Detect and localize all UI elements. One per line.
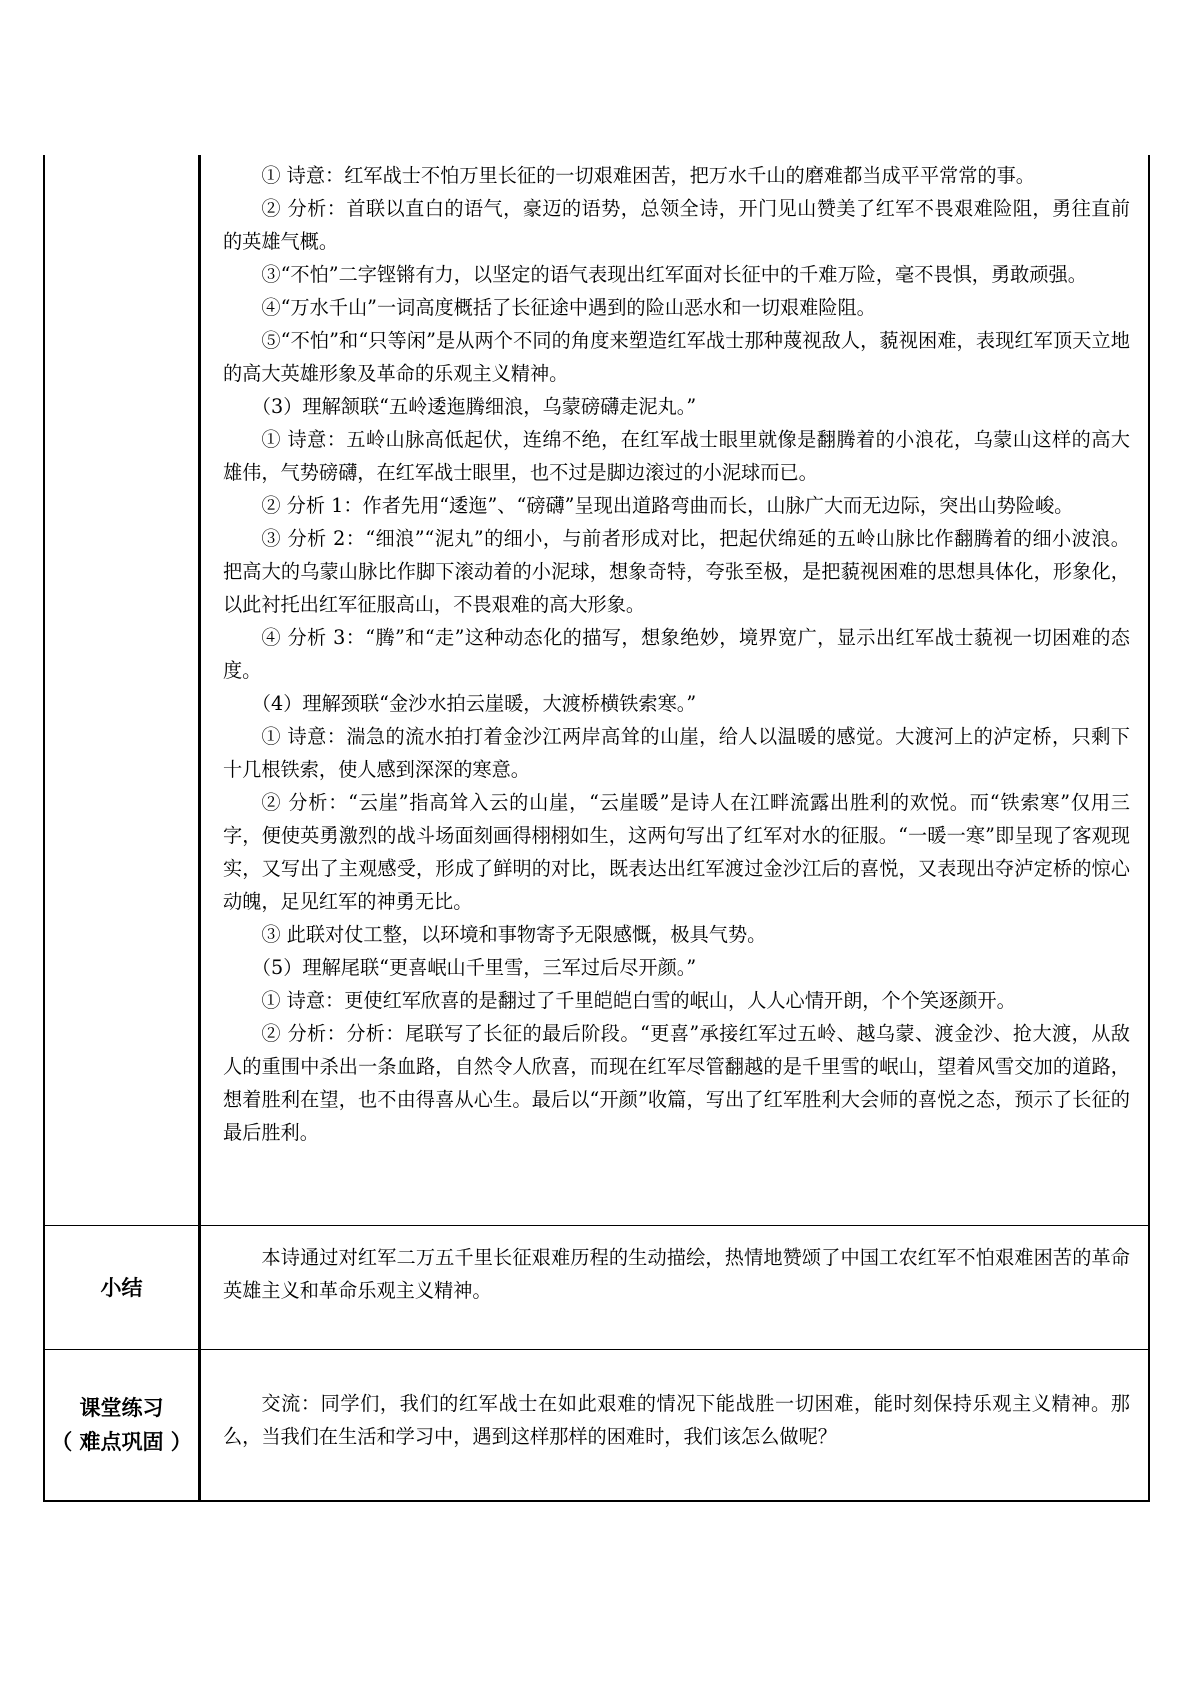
- lesson-table: [43, 155, 1150, 1502]
- section-heading: （5）理解尾联“更喜岷山千里雪，三军过后尽开颜。”: [251, 956, 697, 979]
- analysis-paragraph: ③ 此联对仗工整，以环境和事物寄予无限感慨，极具气势。: [261, 923, 767, 946]
- analysis-paragraph: ④“万水千山”一词高度概括了长征途中遇到的险山恶水和一切艰难险阻。: [261, 296, 876, 319]
- summary-row: [44, 1226, 1149, 1350]
- analysis-paragraph: ③ 分析 2：“细浪”“泥丸”的细小，与前者形成对比，把起伏绵延的五岭山脉比作翻腾着的细小波浪。把高大的乌蒙山脉比作脚下滚动着的小泥球，想象奇特，夸张至极，是把藐视困难的思想具体化，形象化，以此衬托出红军征服高山，不畏艰难的高大形象。: [223, 527, 1130, 616]
- analysis-paragraph: ② 分析：分析：尾联写了长征的最后阶段。“更喜”承接红军过五岭、越乌蒙、渡金沙、抢大渡，从敌人的重围中杀出一条血路，自然令人欣喜，而现在红军尽管翻越的是千里雪的岷山，望着风雪交加的道路，想着胜利在望，也不由得喜从心生。最后以“开颜”收篇，写出了红军胜利大会师的喜悦之态，预示了长征的最后胜利。: [223, 1022, 1130, 1144]
- analysis-body: [201, 155, 1148, 1149]
- analysis-paragraph: ① 诗意：红军战士不怕万里长征的一切艰难困苦，把万水千山的磨难都当成平平常常的事。: [261, 164, 1035, 187]
- practice-text: 交流：同学们，我们的红军战士在如此艰难的情况下能战胜一切困难，能时刻保持乐观主义精神。那么，当我们在生活和学习中，遇到这样那样的困难时，我们该怎么做呢？: [223, 1392, 1130, 1448]
- analysis-paragraph: ① 诗意：湍急的流水拍打着金沙江两岸高耸的山崖，给人以温暖的感觉。大渡河上的泸定桥，只剩下十几根铁索，使人感到深深的寒意。: [223, 725, 1130, 781]
- analysis-paragraph: ① 诗意：五岭山脉高低起伏，连绵不绝，在红军战士眼里就像是翻腾着的小浪花，乌蒙山这样的高大雄伟，气势磅礴，在红军战士眼里，也不过是脚边滚过的小泥球而已。: [223, 428, 1130, 484]
- analysis-label-cell: [44, 155, 200, 1226]
- practice-label: [44, 1350, 200, 1502]
- practice-label-subtitle: （ 难点巩固 ）: [51, 1430, 192, 1454]
- analysis-paragraph: ④ 分析 3：“腾”和“走”这种动态化的描写，想象绝妙，境界宽广，显示出红军战士藐视一切困难的态度。: [223, 626, 1130, 682]
- lesson-sheet: [43, 155, 1150, 1500]
- summary-text: 本诗通过对红军二万五千里长征艰难历程的生动描绘，热情地赞颂了中国工农红军不怕艰难困苦的革命英雄主义和革命乐观主义精神。: [223, 1246, 1130, 1302]
- analysis-paragraph: ② 分析：首联以直白的语气，豪迈的语势，总领全诗，开门见山赞美了红军不畏艰难险阻，勇往直前的英雄气概。: [223, 197, 1130, 253]
- analysis-paragraph: ② 分析 1：作者先用“逶迤”、“磅礴”呈现出道路弯曲而长，山脉广大而无边际，突出山势险峻。: [261, 494, 1074, 517]
- summary-content-cell: [200, 1226, 1150, 1350]
- analysis-content-cell: [200, 155, 1150, 1226]
- analysis-paragraph: ① 诗意：更使红军欣喜的是翻过了千里皑皑白雪的岷山，人人心情开朗，个个笑逐颜开。: [261, 989, 1016, 1012]
- analysis-paragraph: ② 分析：“云崖”指高耸入云的山崖，“云崖暖”是诗人在江畔流露出胜利的欢悦。而“铁索寒”仅用三字，便使英勇激烈的战斗场面刻画得栩栩如生，这两句写出了红军对水的征服。“一暖一寒”即呈现了客观现实，又写出了主观感受，形成了鲜明的对比，既表达出红军渡过金沙江后的喜悦，又表现出夺泸定桥的惊心动魄，足见红军的神勇无比。: [223, 791, 1130, 913]
- analysis-paragraph: ⑤“不怕”和“只等闲”是从两个不同的角度来塑造红军战士那种蔑视敌人，藐视困难，表现红军顶天立地的高大英雄形象及革命的乐观主义精神。: [223, 329, 1130, 385]
- analysis-row: [44, 155, 1149, 1226]
- practice-content-cell: [200, 1350, 1150, 1502]
- section-heading: （4）理解颈联“金沙水拍云崖暖，大渡桥横铁索寒。”: [251, 692, 697, 715]
- practice-label-title: 课堂练习: [79, 1396, 164, 1420]
- analysis-paragraph: ③“不怕”二字铿锵有力，以坚定的语气表现出红军面对长征中的千难万险，毫不畏惧，勇敢顽强。: [261, 263, 1087, 286]
- summary-label: 小结: [44, 1226, 200, 1350]
- practice-row: [44, 1350, 1149, 1502]
- section-heading: （3）理解颔联“五岭逶迤腾细浪，乌蒙磅礴走泥丸。”: [251, 395, 697, 418]
